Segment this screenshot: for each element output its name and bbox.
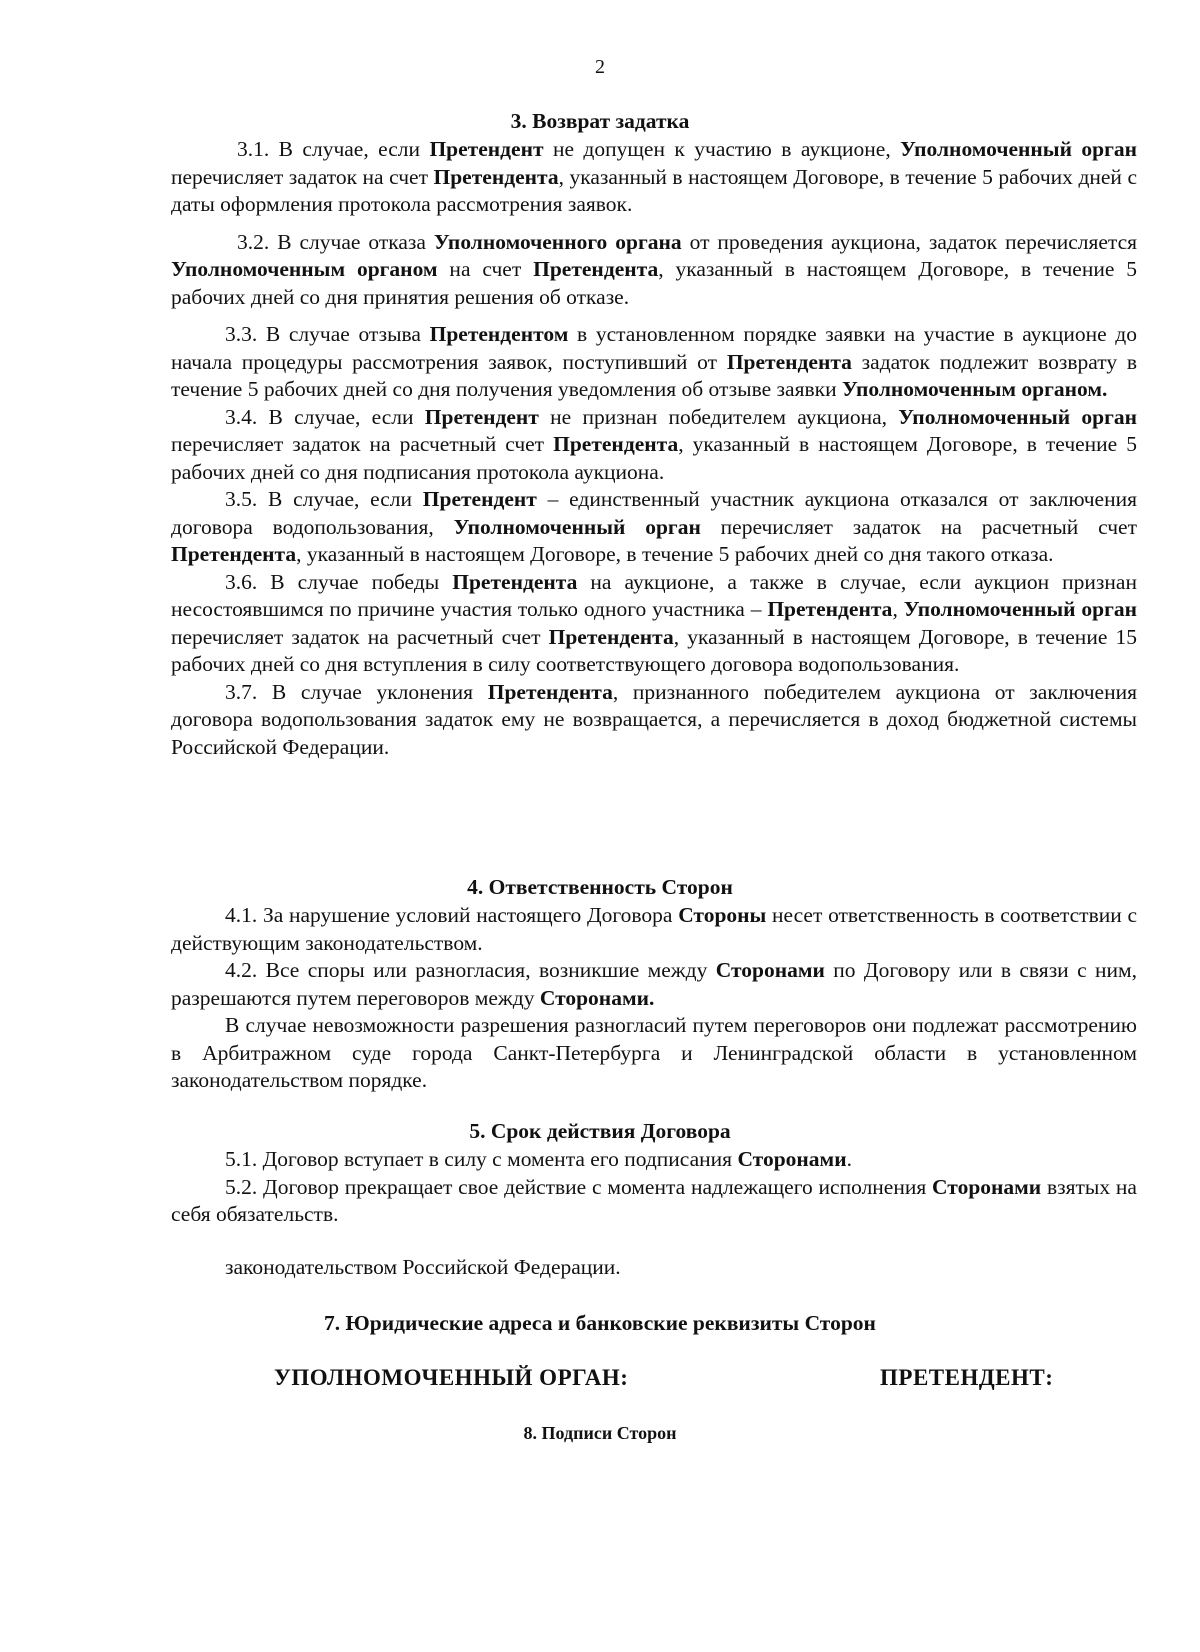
section-3-title: 3. Возврат задатка xyxy=(510,109,690,133)
paragraph-3-5: 3.5. В случае, если Претендент – единственный участник аукциона отказался от заключения договора водопользования, Уполномоченный орган перечисляет задаток на расчетный счет Претендента, указанный в настоящем Договоре, в течение 5 рабочих дней со дня такого отказа. xyxy=(171,487,1138,566)
fragment-text-block xyxy=(171,1254,1137,1282)
paragraph-5-1: 5.1. Договор вступает в силу с момента его подписания Сторонами. xyxy=(225,1147,852,1171)
paragraph-4-3: В случае невозможности разрешения разногласий путем переговоров они подлежат рассмотрению в Арбитражном суде города Санкт-Петербурга и Ленинградской области в установленном законодательством порядке. xyxy=(171,1013,1137,1092)
paragraph-3-1: 3.1. В случае, если Претендент не допущен к участию в аукционе, Уполномоченный орган перечисляет задаток на счет Претендента, указанный в настоящем Договоре, в течение 5 рабочих дней с даты оформления протокола рассмотрения заявок. xyxy=(171,137,1138,216)
paragraph-4-1: 4.1. За нарушение условий настоящего Договора Стороны несет ответственность в соответствии с действующим законодательством. xyxy=(171,903,1137,955)
section-5-title: 5. Срок действия Договора xyxy=(469,1119,731,1143)
page-number: 2 xyxy=(595,56,605,78)
fragment-text: законодательством Российской Федерации. xyxy=(225,1255,621,1279)
party-applicant: ПРЕТЕНДЕНТ: xyxy=(880,1365,1054,1390)
section-4-body xyxy=(171,902,1137,1095)
paragraph-3-4: 3.4. В случае, если Претендент не признан победителем аукциона, Уполномоченный орган перечисляет задаток на расчетный счет Претендента, указанный в настоящем Договоре, в течение 5 рабочих дней со дня подписания протокола аукциона. xyxy=(171,404,1137,484)
paragraph-5-2: 5.2. Договор прекращает свое действие с момента надлежащего исполнения Сторонами взятых на себя обязательств. xyxy=(171,1174,1137,1226)
paragraph-4-2: 4.2. Все споры или разногласия, возникшие между Сторонами по Договору или в связи с ним, разрешаются путем переговоров между Сторонами. xyxy=(171,958,1137,1010)
party-authorized-body: УПОЛНОМОЧЕННЫЙ ОРГАН: xyxy=(274,1365,629,1390)
section-7-title: 7. Юридические адреса и банковские реквизиты Сторон xyxy=(324,1311,876,1335)
paragraph-3-7: 3.7. В случае уклонения Претендента, признанного победителем аукциона от заключения договора водопользования задаток ему не возвращается, а перечисляется в доход бюджетной системы Российской Федерации. xyxy=(171,679,1137,759)
section-4-title: 4. Ответственность Сторон xyxy=(467,875,733,899)
paragraph-3-6: 3.6. В случае победы Претендента на аукционе, а также в случае, если аукцион признан несостоявшимся по причине участия только одного участника – Претендента, Уполномоченный орган перечисляет задаток на расчетный счет Претендента, указанный в настоящем Договоре, в течение 15 рабочих дней со дня вступления в силу соответствующего договора водопользования. xyxy=(171,569,1137,676)
section-5-body xyxy=(171,1146,1137,1229)
section-3-body xyxy=(171,136,1137,761)
section-8-title: 8. Подписи Сторон xyxy=(523,1423,677,1443)
paragraph-3-3: 3.3. В случае отзыва Претендентом в установленном порядке заявки на участие в аукционе до начала процедуры рассмотрения заявок, поступивший от Претендента задаток подлежит возврату в течение 5 рабочих дней со дня получения уведомления об отзыве заявки Уполномоченным органом. xyxy=(171,322,1137,401)
paragraph-3-2: 3.2. В случае отказа Уполномоченного органа от проведения аукциона, задаток перечисляется Уполномоченным органом на счет Претендента, указанный в настоящем Договоре, в течение 5 рабочих дней со дня принятия решения об отказе. xyxy=(171,229,1137,309)
